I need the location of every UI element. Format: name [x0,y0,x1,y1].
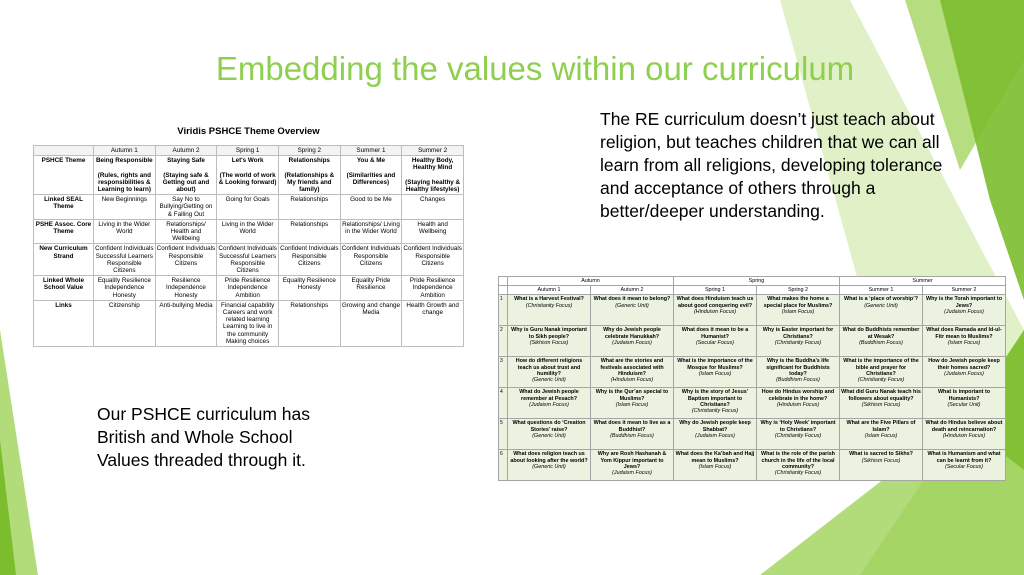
re-table-cell [757,357,840,388]
re-table-cell [840,295,923,326]
re-unit-focus: (Christianity Focus) [525,302,573,309]
re-unit-focus: (Christianity Focus) [691,408,739,415]
re-table-cell [757,419,840,450]
re-table-cell [508,326,591,357]
re-table-cell [923,295,1006,326]
re-table-cell [923,326,1006,357]
re-row-number: 2 [499,326,508,357]
re-unit-focus: (Buddhism Focus) [610,432,654,439]
re-table-cell [591,450,674,481]
re-table-cell [674,450,757,481]
re-unit-question: Why is the Qur’an special to Muslims? [595,389,669,402]
pshce-row-label: Linked SEAL Theme [34,195,94,220]
pshce-row-label: PSHE Assoc. Core Theme [34,219,94,244]
re-table-cell [508,419,591,450]
re-table-cell [757,388,840,419]
re-unit-question: What is a Harvest Festival? [514,296,584,303]
re-term-row [499,277,1006,286]
re-unit-focus: (Hinduism Focus) [776,401,820,408]
re-header-cell: Summer 1 [840,286,923,295]
pshce-table-cell: Equality Pride Resilience [340,276,402,301]
re-table-cell [757,450,840,481]
pshce-table-cell: Pride Resilience Independence Ambition [402,276,464,301]
re-unit-focus: (Sikhism Focus) [861,401,901,408]
re-table-row [499,326,1006,357]
pshce-table-cell: Growing and change Media [340,300,402,346]
pshce-table-row [34,244,464,276]
pshce-table-cell: Financial capability Careers and work related learning Learning to live in the community Making choices [217,300,279,346]
pshce-table [33,145,464,347]
pshce-theme-overview [33,126,464,347]
re-unit-focus: (Sikhism Focus) [529,339,569,346]
pshce-table-cell: Health and Wellbeing [402,219,464,244]
re-table-cell [757,295,840,326]
pshce-table-row [34,276,464,301]
re-unit-focus: (Hinduism Focus) [610,377,654,384]
re-unit-question: Why is the story of Jesus’ Baptism important to Christians? [681,389,749,408]
pshce-table-cell: Relationships (Relationships & My friends and family) [278,156,340,195]
re-unit-focus: (Generic Unit) [532,463,566,470]
re-unit-question: What is important to Humanists? [937,389,991,402]
pshce-table-cell: New Beginnings [94,195,156,220]
re-unit-question: How do Jewish people keep their homes sacred? [928,358,1000,371]
re-table [498,276,1006,481]
re-unit-focus: (Christianity Focus) [774,432,822,439]
re-unit-question: What do Buddhists remember at Wesak? [842,327,920,340]
re-unit-focus: (Islam Focus) [864,432,898,439]
pshce-table-cell: Let's Work (The world of work & Looking forward) [217,156,279,195]
re-table-row [499,419,1006,450]
re-row-number: 1 [499,295,508,326]
re-table-cell [508,295,591,326]
re-table-cell [508,388,591,419]
re-unit-question: What did Guru Nanak teach his followers about equality? [841,389,921,402]
pshce-table-cell: Equality Resilience Independence Honesty [94,276,156,301]
pshce-row-label: PSHCE Theme [34,156,94,195]
re-unit-question: Why is the Buddha’s life significant for Buddhists today? [766,358,830,377]
re-term-cell: Summer [840,277,1006,286]
pshce-table-row [34,195,464,220]
pshce-table-cell: You & Me (Similarities and Differences) [340,156,402,195]
re-table-row [499,357,1006,388]
re-table-cell [591,388,674,419]
re-unit-question: What do Jewish people remember at Pesach? [519,389,579,402]
re-unit-question: What are the stories and festivals associated with Hinduism? [600,358,664,377]
re-unit-focus: (Secular Unit) [947,401,981,408]
pshce-row-label: Linked Whole School Value [34,276,94,301]
re-row-number: 5 [499,419,508,450]
re-table-cell [840,450,923,481]
re-table-cell [923,450,1006,481]
re-unit-question: How do Hindus worship and celebrate in the home? [761,389,835,402]
re-unit-question: Why are Rosh Hashanah & Yom Kippur important to Jews? [597,451,667,470]
re-table-cell [591,419,674,450]
re-curriculum-overview [498,276,1006,481]
re-term-cell: Autumn [508,277,674,286]
re-unit-question: What is Humanism and what can be learnt from it? [927,451,1001,464]
re-row-number: 4 [499,388,508,419]
re-unit-question: Why is Guru Nanak important to Sikh people? [511,327,587,340]
pshce-table-cell: Relationships/ Health and Wellbeing [155,219,217,244]
re-unit-focus: (Islam Focus) [698,463,732,470]
re-unit-question: What is a ‘place of worship’? [844,296,918,303]
re-curriculum-paragraph: The RE curriculum doesn’t just teach about religion, but teaches children that we can all learn from all religions, developing tolerance and acceptance of others through a better/deeper understanding. [600,109,943,221]
pshce-header-cell [34,146,94,156]
pshce-table-cell: Say No to Bullying/Getting on & Falling Out [155,195,217,220]
re-unit-question: What does Ramada and Id-ul-Fitr mean to Muslims? [926,327,1002,340]
re-unit-question: What do Hindus believe about death and reincarnation? [925,420,1003,433]
re-unit-question: Why is Easter important for Christians? [762,327,834,340]
re-table-cell [591,326,674,357]
re-unit-question: What questions do ‘Creation Stories’ raise? [512,420,586,433]
pshce-table-cell: Anti-bullying Media [155,300,217,346]
pshce-header-row [34,146,464,156]
re-unit-focus: (Christianity Focus) [774,470,822,477]
re-unit-focus: (Judaism Focus) [529,401,569,408]
re-unit-question: What does it mean to live as a Buddhist? [593,420,671,433]
re-unit-question: What does it mean to be a Humanist? [681,327,749,340]
re-unit-focus: (Judaism Focus) [695,432,735,439]
re-unit-focus: (Judaism Focus) [612,470,652,477]
re-unit-focus: (Generic Unit) [532,432,566,439]
re-unit-focus: (Buddhism Focus) [776,377,820,384]
re-unit-question: Why is the Torah important to Jews? [926,296,1002,309]
pshce-table-cell: Being Responsible (Rules, rights and responsibilities & Learning to learn) [94,156,156,195]
re-unit-question: What does Hinduism teach us about good conquering evil? [676,296,754,309]
re-unit-focus: (Judaism Focus) [944,370,984,377]
re-table-cell [923,388,1006,419]
pshce-header-cell: Autumn 2 [155,146,217,156]
re-unit-focus: (Islam Focus) [698,370,732,377]
slide-title: Embedding the values within our curriculum [215,50,855,87]
re-header-cell: Autumn 1 [508,286,591,295]
pshce-table-cell: Confident Individuals Responsible Citizens [278,244,340,276]
pshce-table-cell: Staying Safe (Staying safe & Getting out and about) [155,156,217,195]
re-unit-question: What does religion teach us about looking after the world? [510,451,588,464]
re-unit-question: What is the importance of the bible and prayer for Christians? [843,358,919,377]
pshce-table-cell: Resilience Independence Honesty [155,276,217,301]
re-header-cell: Spring 1 [674,286,757,295]
re-table-cell [591,357,674,388]
re-unit-focus: (Sikhism Focus) [861,457,901,464]
re-unit-focus: (Generic Unit) [615,302,649,309]
pshce-row-label: Links [34,300,94,346]
re-header-cell [499,286,508,295]
re-unit-focus: (Hinduism Focus) [942,432,986,439]
re-table-cell [674,357,757,388]
re-table-cell [508,450,591,481]
re-table-cell [840,326,923,357]
re-unit-focus: (Secular Focus) [695,339,735,346]
re-unit-question: What is the importance of the Mosque for Muslims? [677,358,753,371]
re-unit-question: Why do Jewish people keep Shabbat? [679,420,751,433]
re-unit-focus: (Islam Focus) [615,401,649,408]
re-unit-question: What is the role of the parish church in the life of the local community? [761,451,835,470]
re-table-cell [674,419,757,450]
re-table-cell [591,295,674,326]
pshce-table-title: Viridis PSHCE Theme Overview [177,126,320,137]
pshce-values-paragraph: Our PSHCE curriculum has British and Whole School Values threaded through it. [97,404,310,470]
re-unit-question: How do different religions teach us about trust and humility? [515,358,583,377]
re-unit-focus: (Generic Unit) [532,377,566,384]
pshce-header-cell: Summer 1 [340,146,402,156]
re-table-cell [840,357,923,388]
re-unit-focus: (Christianity Focus) [857,377,905,384]
pshce-table-cell: Pride Resilience Independence Ambition [217,276,279,301]
pshce-table-cell: Relationships [278,195,340,220]
re-unit-question: What is sacred to Sikhs? [849,451,913,458]
re-table-cell [840,388,923,419]
re-unit-question: What are the Five Pillars of Islam? [846,420,916,433]
re-row-number: 6 [499,450,508,481]
pshce-table-cell: Relationships [278,300,340,346]
pshce-table-cell: Confident Individuals Responsible Citizens [340,244,402,276]
pshce-table-cell: Good to be Me [340,195,402,220]
pshce-table-cell: Confident Individuals Successful Learners Responsible Citizens [95,245,154,275]
pshce-header-cell: Spring 2 [278,146,340,156]
pshce-table-cell: Citizenship [94,300,156,346]
re-unit-question: Why is ‘Holy Week’ important to Christians? [760,420,836,433]
pshce-header-cell: Summer 2 [402,146,464,156]
re-table-cell [674,388,757,419]
re-header-row [499,286,1006,295]
re-unit-question: What does the Ka’bah and Hajj mean to Muslims? [675,451,755,464]
re-table-cell [840,419,923,450]
pshce-table-cell: Equality Resilience Honesty [278,276,340,301]
re-table-row [499,450,1006,481]
re-term-cell: Spring [674,277,840,286]
re-header-cell: Spring 2 [757,286,840,295]
re-unit-focus: (Secular Focus) [944,463,984,470]
pshce-table-row [34,300,464,346]
pshce-table-cell: Relationships [278,219,340,244]
pshce-table-cell: Confident Individuals Successful Learners Responsible Citizens [218,245,277,275]
re-unit-focus: (Hinduism Focus) [693,308,737,315]
re-unit-focus: (Christianity Focus) [774,339,822,346]
pshce-header-cell: Spring 1 [217,146,279,156]
re-table-cell [757,326,840,357]
re-unit-question: Why do Jewish people celebrate Hanukkah? [603,327,661,340]
re-unit-focus: (Generic Unit) [864,302,898,309]
pshce-table-cell: Confident Individuals Responsible Citizens [155,244,217,276]
pshce-table-cell: Health Growth and change [402,300,464,346]
re-table-cell [508,357,591,388]
pshce-table-cell: Confident Individuals Responsible Citizens [402,244,464,276]
re-unit-focus: (Judaism Focus) [612,339,652,346]
re-header-cell: Autumn 2 [591,286,674,295]
pshce-table-cell: Going for Goals [217,195,279,220]
pshce-row-label: New Curriculum Strand [34,244,94,276]
re-unit-focus: (Buddhism Focus) [859,339,903,346]
re-term-cell [499,277,508,286]
re-table-row [499,295,1006,326]
re-table-cell [923,419,1006,450]
re-table-cell [923,357,1006,388]
re-unit-focus: (Islam Focus) [947,339,981,346]
re-unit-question: What makes the home a special place for Muslims? [763,296,833,309]
pshce-table-cell: Living in the Wider World [217,219,279,244]
pshce-table-cell: Healthy Body, Healthy Mind (Staying healthy & Healthy lifestyles) [402,156,464,195]
re-table-cell [674,295,757,326]
pshce-table-cell: Living in the Wider World [94,219,156,244]
pshce-table-cell: Relationships/ Living in the Wider World [340,219,402,244]
re-unit-focus: (Judaism Focus) [944,308,984,315]
re-header-cell: Summer 2 [923,286,1006,295]
pshce-table-row [34,156,464,195]
re-unit-question: What does it mean to belong? [593,296,671,303]
re-table-cell [674,326,757,357]
re-table-row [499,388,1006,419]
pshce-table-row [34,219,464,244]
pshce-header-cell: Autumn 1 [94,146,156,156]
pshce-table-cell: Changes [402,195,464,220]
re-row-number: 3 [499,357,508,388]
re-unit-focus: (Islam Focus) [781,308,815,315]
